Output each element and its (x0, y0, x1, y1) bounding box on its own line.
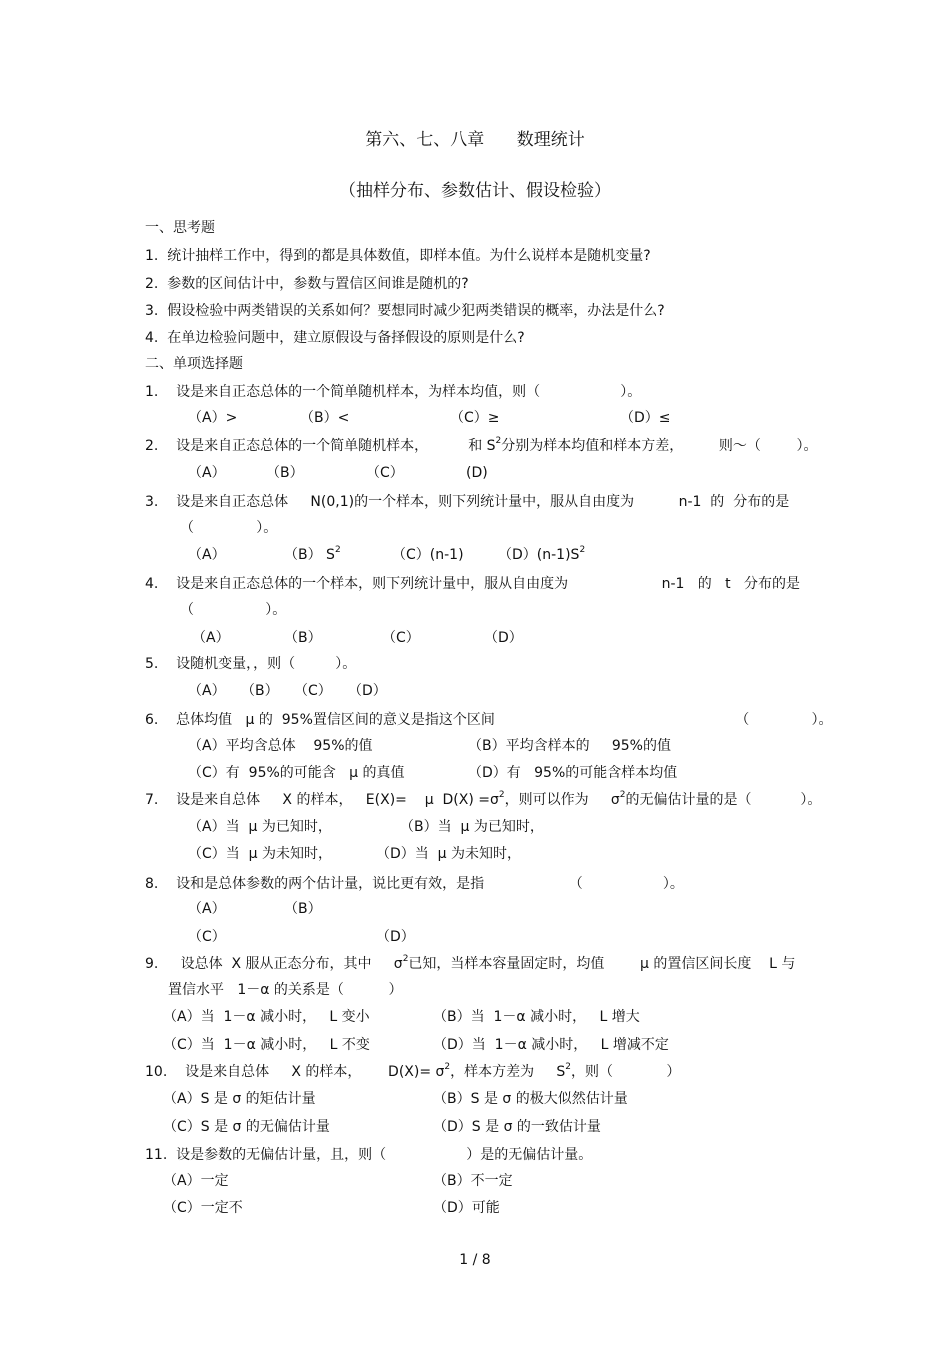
option-b: （B） (284, 630, 322, 646)
question-stem: 4. 设是来自正态总体的一个样本，则下列统计量中，服从自由度为 n-1 的 t 分布的是 (145, 576, 800, 592)
option-b: （B）平均含样本的 95%的值 (468, 738, 671, 754)
option-b: （B）当 μ 为已知时， (400, 819, 544, 835)
question-stem-cont: （ ）。 (180, 602, 287, 618)
option-b: （B）< (300, 410, 350, 426)
option-b: （B） (266, 465, 304, 481)
option-d: （D）≤ (620, 410, 671, 426)
option-c: （C）≥ (450, 410, 500, 426)
option-d: （D）当 μ 为未知时， (376, 846, 522, 862)
option-a: （A） (188, 465, 226, 481)
question-stem: 3. 设是来自正态总体 N(0,1)的一个样本，则下列统计量中，服从自由度为 n-1 的 分布的是 (145, 494, 790, 510)
option-a: （A） (192, 630, 230, 646)
question-stem: 11. 设是参数的无偏估计量，且，则（ ）是的无偏估计量。 (145, 1147, 593, 1163)
question-stem-cont: （ ）。 (180, 520, 278, 536)
question-stem: 5. 设随机变量，，则（ ）。 (145, 656, 357, 672)
question-stem-cont: 置信水平 1－α 的关系是（ ） (168, 982, 403, 998)
question-stem: 6. 总体均值 μ 的 95%置信区间的意义是指这个区间 （ ）。 (145, 712, 833, 728)
option-c: （C）当 μ 为未知时， (188, 846, 333, 862)
option-a: （A）> (188, 410, 238, 426)
option-b: （B） (284, 901, 322, 917)
question-stem: 9. 设总体 X 服从正态分布，其中 $\sigma^2$已知，当样本容量固定时，均值 μ 的置信区间长度 L 与 (145, 954, 796, 972)
question-text: 2. 参数的区间估计中，参数与置信区间谁是随机的? (145, 276, 469, 292)
option-a: （A）当 μ 为已知时， (188, 819, 332, 835)
page-number: 1 / 8 (459, 1252, 491, 1268)
question-text: 3. 假设检验中两类错误的关系如何？要想同时减少犯两类错误的概率，办法是什么? (145, 303, 665, 319)
option-c: （C） (366, 465, 404, 481)
option-a: （A） (188, 683, 226, 699)
option-d: $(D)(n-1)S^2$ (498, 545, 586, 563)
option-c: （C）S 是 σ 的无偏估计量 (163, 1119, 330, 1135)
page-title: 第六、七、八章 数理统计 (365, 130, 585, 150)
option-c: （C） (188, 929, 226, 945)
section1-heading: 一、思考题 (145, 220, 215, 236)
option-b: （B）当 1－α 减小时， L 增大 (433, 1009, 640, 1025)
question-stem: 7. 设是来自总体 X 的样本， E(X)= μ $D(X) =\sigma^2$，则可以作为 $\sigma^2$的无偏估计量的是（ ）。 (145, 790, 822, 808)
option-c: （C）有 95%的可能含 μ 的真值 (188, 765, 405, 781)
option-b: （B）不一定 (433, 1173, 513, 1189)
option-d: （D）当 1－α 减小时， L 增减不定 (433, 1037, 669, 1053)
option-d: （D）有 95%的可能含样本均值 (468, 765, 678, 781)
option-a: （A） (188, 901, 226, 917)
option-d: (D) (466, 465, 488, 481)
option-c: （C）(n-1) (392, 547, 464, 563)
option-b: （B） $S^2$ (284, 545, 341, 563)
page-subtitle: （抽样分布、参数估计、假设检验） (339, 181, 611, 201)
option-c: （C） (382, 630, 420, 646)
option-c: （C） (294, 683, 332, 699)
option-b: （B） (241, 683, 279, 699)
option-c: （C）当 1－α 减小时， L 不变 (163, 1037, 370, 1053)
question-stem: 1. 设是来自正态总体的一个简单随机样本，为样本均值，则（ ）。 (145, 384, 642, 400)
option-d: （D） (348, 683, 387, 699)
question-stem: 8. 设和是总体参数的两个估计量，说比更有效，是指 （ ）。 (145, 876, 684, 892)
question-text: 4. 在单边检验问题中，建立原假设与备择假设的原则是什么? (145, 330, 525, 346)
question-stem: 2. 设是来自正态总体的一个简单随机样本， 和 $S^2$分别为样本均值和样本方差， 则～（ ）。 (145, 436, 818, 454)
option-d: （D） (484, 630, 523, 646)
option-b: （B）S 是 σ 的极大似然估计量 (433, 1091, 628, 1107)
option-d: （D） (376, 929, 415, 945)
option-d: （D）S 是 σ 的一致估计量 (433, 1119, 601, 1135)
option-a: （A）平均含总体 95%的值 (188, 738, 373, 754)
option-a: （A）S 是 σ 的矩估计量 (163, 1091, 316, 1107)
option-a: （A）当 1－α 减小时， L 变小 (163, 1009, 370, 1025)
section2-heading: 二、单项选择题 (145, 356, 243, 372)
option-c: （C）一定不 (163, 1200, 243, 1216)
question-text: 1. 统计抽样工作中，得到的都是具体数值，即样本值。为什么说样本是随机变量? (145, 248, 651, 264)
option-a: （A）一定 (163, 1173, 229, 1189)
option-a: （A） (188, 547, 226, 563)
question-stem: 10. 设是来自总体 X 的样本， $D(X)= \sigma^2$，样本方差为 $S^2$，则（ ） (145, 1062, 681, 1080)
option-d: （D）可能 (433, 1200, 500, 1216)
